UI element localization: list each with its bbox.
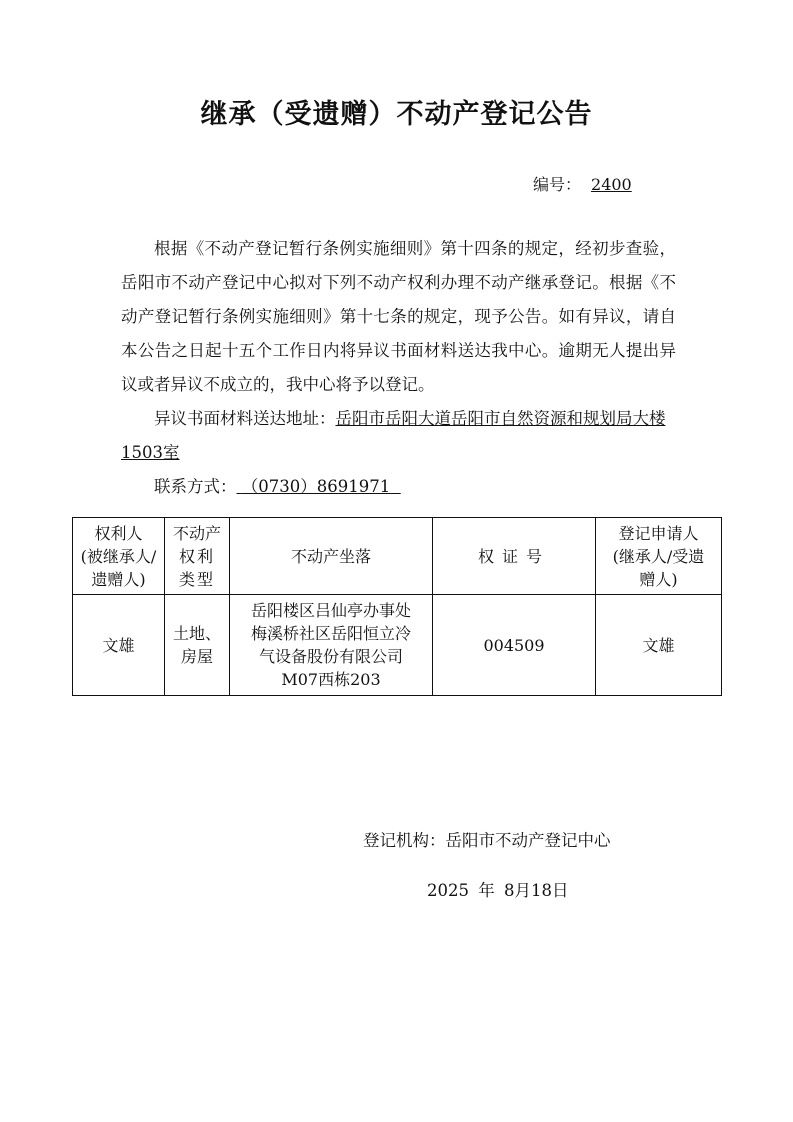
property-table (72, 517, 722, 696)
header-right-type: 不动产 权利 类型 (165, 518, 230, 595)
notice-title: 继承（受遗赠）不动产登记公告 (200, 99, 593, 130)
cell-location: 岳阳楼区吕仙亭办事处 梅溪桥社区岳阳恒立冷 气设备股份有限公司 M07西栋203 (230, 595, 433, 696)
notice-date: 2025 年 8月18日 (427, 881, 569, 900)
notice-body-paragraph: 根据《不动产登记暂行条例实施细则》第十四条的规定，经初步查验，岳阳市不动产登记中心拟对下列不动产权利办理不动产继承登记。根据《不动产登记暂行条例实施细则》第十七条的规定，现予公告。如有异议，请自本公告之日起十五个工作日内将异议书面材料送达我中心。逾期无人提出异议或者异议不成立的，我中心将予以登记。 (121, 239, 676, 394)
contact-label: 联系方式： (154, 477, 237, 496)
table-row (73, 595, 722, 696)
serial-label: 编号： (533, 175, 582, 194)
header-holder: 权利人 (被继承人/ 遗赠人) (73, 518, 165, 595)
cell-cert-number: 004509 (433, 595, 596, 696)
header-applicant: 登记申请人 (继承人/受遗 赠人) (596, 518, 722, 595)
table-header-row (73, 518, 722, 595)
contact-phone: （0730）8691971 (241, 477, 391, 496)
address-label: 异议书面材料送达地址： (154, 409, 336, 428)
serial-number: 2400 (591, 175, 632, 194)
registration-organization: 登记机构：岳阳市不动产登记中心 (363, 831, 611, 850)
contact-line (121, 470, 676, 504)
cell-right-type: 土地、 房屋 (165, 595, 230, 696)
address-value: 岳阳市岳阳大道岳阳市自然资源和规划局大楼1503室 (121, 409, 666, 462)
cell-holder: 文雄 (73, 595, 165, 696)
cell-applicant: 文雄 (596, 595, 722, 696)
serial-number-line (533, 172, 632, 195)
header-cert-number: 权证号 (433, 518, 596, 595)
address-line (121, 402, 676, 470)
header-location: 不动产坐落 (230, 518, 433, 595)
